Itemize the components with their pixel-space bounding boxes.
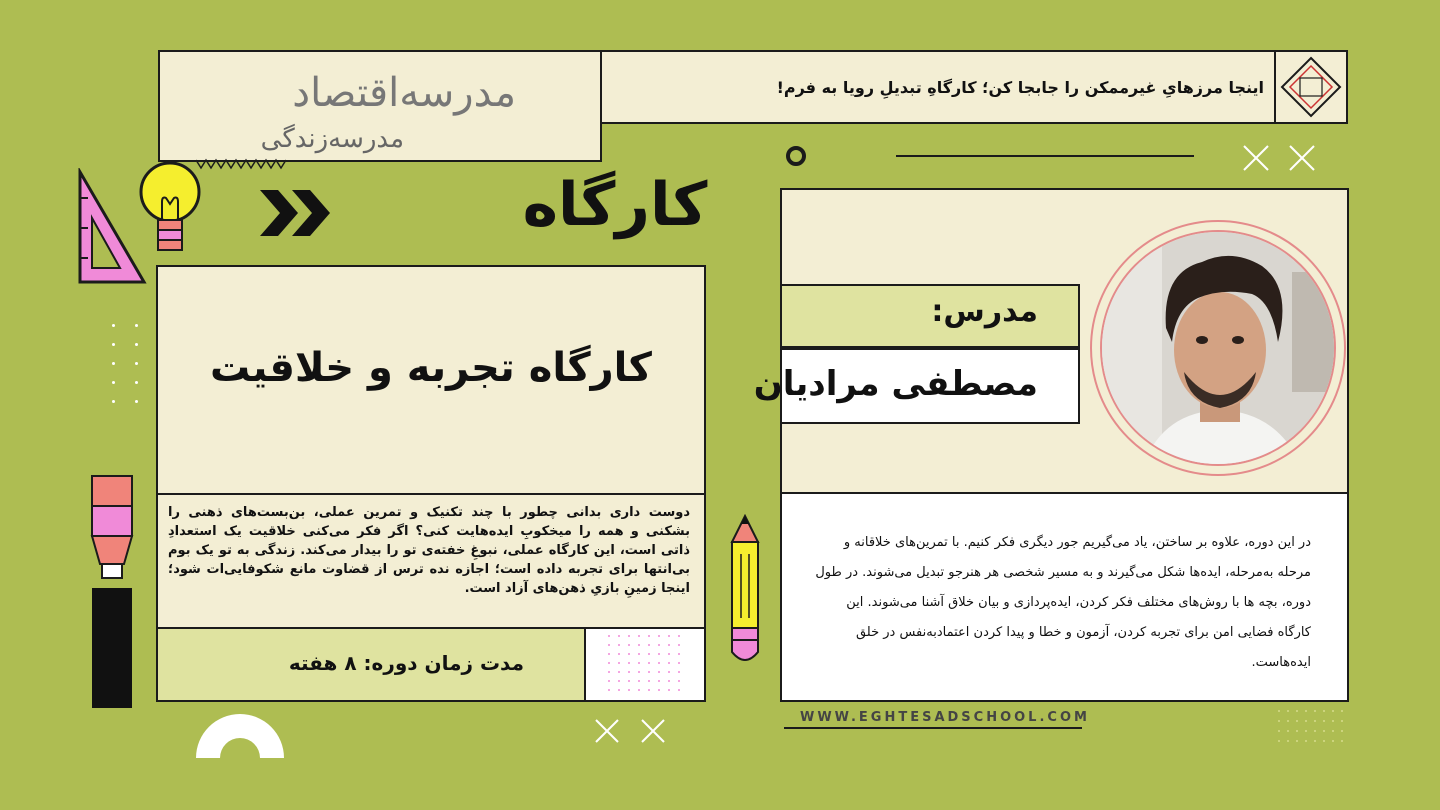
- badge-logo-icon: [1274, 52, 1346, 122]
- workshop-description: دوست داری بدانی چطور با چند تکنیک و تمرین عملی، بن‌بست‌های ذهنی را بشکنی و همه را میخکوبِ ایده‌هایت کنی؟ اگر فکر می‌کنی خلاقیت یک استعدادِ ذاتی است، این کارگاه عملی، نبوغِ خفته‌ی تو را بیدار می‌کند. زندگی به تو یک بوم بی‌انتها برای تجربه داده است؛ اجازه نده ترس از قضاوت مانع شکوفایی‌ات شود؛ اینجا زمینِ بازیِ ذهن‌های آزاد است.: [158, 493, 704, 629]
- instructor-photo: [1100, 230, 1336, 466]
- instructor-name: مصطفی مرادیان: [753, 364, 1038, 404]
- dot-grid-left: [112, 324, 138, 403]
- duration-dots-panel: [586, 629, 704, 700]
- dot-grid-bottom-right: [1278, 710, 1343, 742]
- logo-sub-text: مدرسه‌زندگی: [260, 124, 404, 154]
- website-underline: [784, 727, 1082, 729]
- top-banner: [600, 50, 1348, 124]
- instructor-card: [753, 188, 1349, 702]
- pencil-icon: [728, 514, 762, 670]
- zigzag-decoration: [196, 158, 286, 170]
- triangle-ruler-icon: [76, 168, 148, 288]
- duration-text: مدت زمان دوره: ۸ هفته: [288, 651, 524, 675]
- close-x-icon: [592, 716, 672, 746]
- ring-icon: [784, 144, 808, 168]
- workshop-heading: کارگاه: [522, 170, 708, 240]
- workshop-card: [156, 265, 706, 702]
- duration-strip: [158, 629, 586, 700]
- logo-main-text: مدرسه‌اقتصاد: [292, 70, 516, 116]
- workshop-title: کارگاه تجربه و خلاقیت: [210, 345, 652, 391]
- half-ring-icon: [194, 712, 286, 760]
- instructor-label: مدرس:: [931, 294, 1038, 329]
- website-link[interactable]: WWW.EGHTESADSCHOOL.COM: [800, 710, 1090, 725]
- instructor-label-box: [780, 284, 1080, 348]
- double-chevron-icon: [258, 186, 334, 240]
- logo-box: [158, 50, 602, 162]
- banner-text: اینجا مرزهایِ غیرممکن را جابجا کن؛ کارگاهِ تبدیلِ رویا به فرم!: [776, 78, 1264, 97]
- divider-line: [896, 155, 1194, 157]
- instructor-description: در این دوره، علاوه بر ساختن، یاد می‌گیریم جور دیگری فکر کنیم. با تمرین‌های خلاقانه و مرحله به‌مرحله، ایده‌ها شکل می‌گیرند و به مسیر شخصی هر هنرجو تبدیل می‌شوند. در طول دوره، بچه ها با روش‌های مختلف فکر کردن، ایده‌پردازی و بیان خلاق آشنا می‌شوند. این کارگاه فضایی امن برای تجربه کردن، آزمون و خطا و پیدا کردن اعتمادبه‌نفس در خلق ایده‌هاست.: [782, 492, 1347, 700]
- dot-grid-duration: [608, 635, 680, 691]
- close-x-icon: [1240, 142, 1320, 172]
- marker-icon: [88, 472, 138, 712]
- instructor-name-box: [753, 348, 1080, 424]
